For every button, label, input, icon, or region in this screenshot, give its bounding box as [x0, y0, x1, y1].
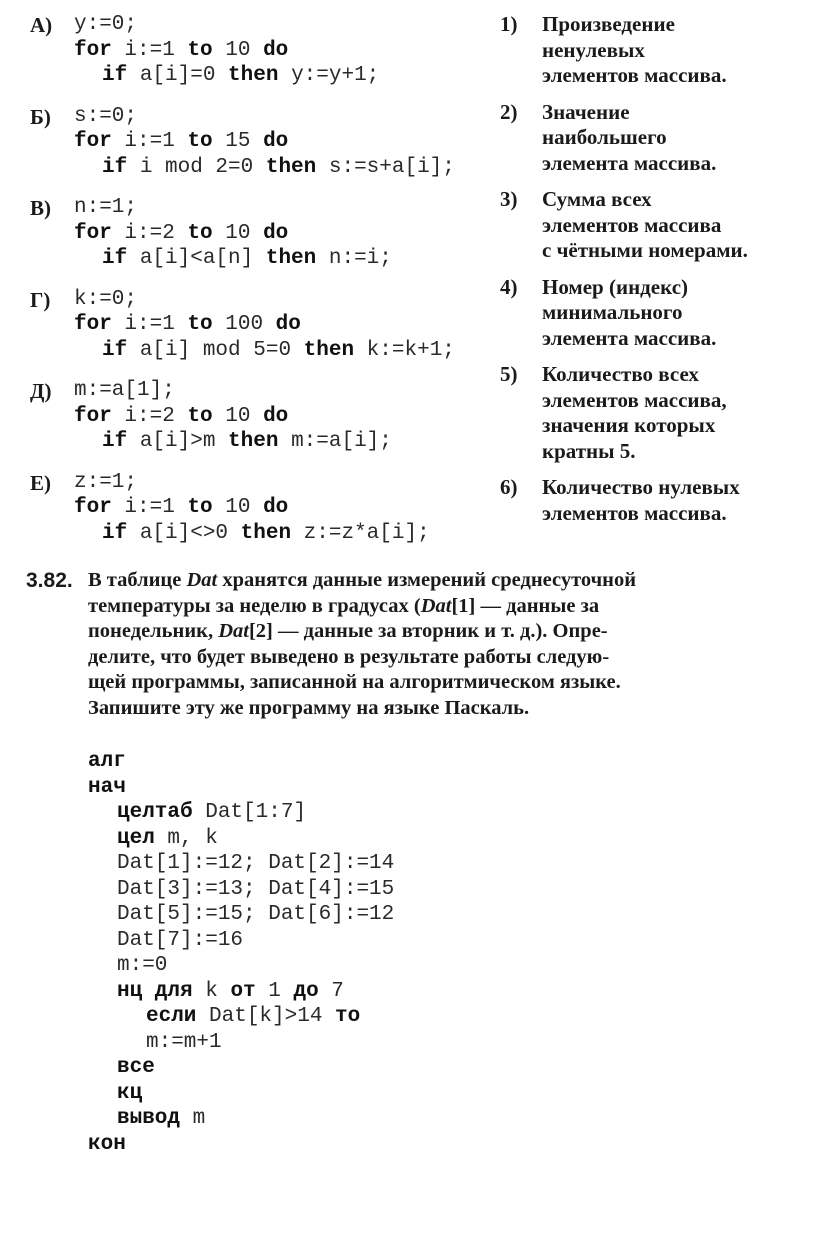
- code-text: m: [180, 1107, 206, 1130]
- keyword: then: [265, 155, 317, 179]
- code-text: m, k: [154, 826, 218, 850]
- table-name: Dat: [186, 569, 218, 591]
- answer-option: [500, 475, 800, 526]
- code-line: [88, 928, 394, 954]
- answer-option: [500, 362, 800, 464]
- code-line: [88, 1081, 394, 1107]
- keyword: если: [146, 1005, 197, 1028]
- keyword: кц: [117, 1081, 143, 1105]
- fragment-letter: Б): [30, 104, 51, 129]
- answer-number: 6): [500, 475, 518, 499]
- code-line: [88, 775, 394, 801]
- problem-text: температуры за неделю в градусах (: [88, 594, 421, 617]
- code-fragments-column: [30, 12, 500, 561]
- keyword: do: [263, 221, 289, 245]
- answer-text: минимального: [542, 300, 683, 324]
- problem-statement: [88, 568, 802, 721]
- keyword: for: [74, 38, 112, 62]
- code-line: [30, 104, 500, 130]
- keyword: do: [275, 313, 301, 336]
- code-line: [88, 1132, 394, 1158]
- answer-text: Количество всех: [542, 362, 699, 386]
- answer-text: элемента массива.: [542, 325, 717, 350]
- keyword: if: [102, 430, 128, 453]
- code-text: k:=0;: [74, 287, 138, 311]
- code-fragment: [30, 104, 500, 181]
- answer-number: 5): [500, 362, 518, 386]
- code-text: k:=k+1;: [354, 338, 455, 362]
- code-text: 10: [212, 38, 264, 62]
- code-line: [30, 63, 500, 89]
- answer-option: [500, 100, 800, 177]
- code-line: [88, 1055, 394, 1081]
- problem-line: [88, 645, 802, 671]
- code-line: [30, 521, 500, 547]
- keyword: if: [102, 247, 128, 270]
- answer-number: 4): [500, 274, 518, 299]
- fragment-letter: Г): [30, 287, 51, 312]
- fragment-letter: А): [30, 13, 53, 37]
- code-fragment: [30, 195, 500, 272]
- code-line: [30, 312, 500, 338]
- code-line: [88, 1106, 394, 1132]
- code-line: [30, 129, 500, 155]
- code-text: 1: [255, 979, 294, 1003]
- code-text: 7: [318, 979, 344, 1003]
- keyword: then: [265, 247, 317, 270]
- code-fragment: [30, 287, 500, 364]
- keyword: if: [102, 64, 128, 87]
- problem-text: [1] — данные за: [451, 594, 600, 617]
- code-text: m:=a[i];: [278, 430, 392, 453]
- code-text: a[i] mod 5=0: [127, 338, 304, 362]
- keyword: then: [228, 430, 279, 453]
- code-line: [88, 979, 394, 1005]
- algorithm-listing: [88, 749, 394, 1157]
- answer-number: 2): [500, 99, 518, 124]
- answer-text: элементов массива,: [542, 387, 727, 412]
- table-name: Dat: [218, 620, 249, 642]
- table-name: Dat: [420, 594, 452, 617]
- keyword: нач: [88, 775, 126, 799]
- code-line: [30, 338, 500, 364]
- code-line: [30, 221, 500, 247]
- code-line: [30, 470, 500, 496]
- problem-text: Запишите эту же программу на языке Паскаль.: [88, 696, 530, 719]
- code-line: [30, 429, 500, 455]
- code-line: [30, 404, 500, 430]
- keyword: to: [187, 38, 213, 62]
- code-line: [88, 902, 394, 928]
- keyword: for: [74, 313, 112, 336]
- answer-text: Произведение: [542, 12, 675, 36]
- problem-text: хранятся данные измерений среднесуточной: [217, 569, 637, 591]
- keyword: if: [102, 521, 128, 545]
- code-text: z:=1;: [74, 470, 138, 494]
- problem-line: [88, 594, 802, 620]
- code-text: i:=1: [111, 496, 188, 519]
- keyword: do: [263, 130, 289, 153]
- keyword: до: [293, 979, 319, 1003]
- keyword: кон: [88, 1132, 126, 1156]
- keyword: then: [240, 521, 292, 545]
- code-text: a[i]<>0: [127, 521, 241, 545]
- keyword: to: [187, 496, 213, 519]
- code-text: m:=m+1: [146, 1030, 222, 1054]
- code-line: [30, 495, 500, 521]
- answer-option: [500, 12, 800, 89]
- code-text: k: [192, 979, 231, 1003]
- code-text: i:=2: [111, 404, 188, 428]
- answer-option: [500, 187, 800, 264]
- code-text: i:=1: [111, 130, 188, 153]
- answer-text: Количество нулевых: [542, 475, 740, 499]
- code-text: Dat[7]:=16: [117, 928, 244, 952]
- answer-text: элементов массива.: [542, 63, 727, 87]
- code-line: [30, 155, 500, 181]
- fragment-letter: В): [30, 196, 51, 220]
- keyword: for: [74, 496, 112, 519]
- keyword: do: [263, 404, 289, 428]
- problem-text: В таблице: [88, 569, 187, 591]
- answer-text: элементов массива: [542, 212, 722, 237]
- keyword: вывод: [117, 1107, 181, 1130]
- problem-line: [88, 568, 802, 594]
- problem-number: 3.82.: [26, 569, 73, 592]
- code-line: [30, 195, 500, 221]
- keyword: for: [74, 130, 112, 153]
- code-line: [88, 851, 394, 877]
- code-line: [30, 287, 500, 313]
- problem-line: [88, 619, 802, 645]
- code-text: i:=1: [111, 313, 188, 336]
- code-text: y:=y+1;: [278, 64, 380, 87]
- problem-3-82: [26, 568, 802, 721]
- problem-text: [2] — данные за вторник и т. д.). Опре-: [248, 620, 608, 642]
- answer-text: кратны 5.: [542, 438, 636, 463]
- keyword: to: [187, 404, 213, 428]
- code-text: z:=z*a[i];: [291, 521, 430, 545]
- fragment-letter: Е): [30, 470, 51, 495]
- problem-line: [88, 670, 802, 696]
- code-fragment: [30, 378, 500, 455]
- code-line: [30, 378, 500, 404]
- code-text: 100: [212, 313, 276, 336]
- keyword: if: [102, 155, 128, 179]
- code-line: [30, 246, 500, 272]
- code-text: Dat[3]:=13; Dat[4]:=15: [117, 877, 395, 901]
- keyword: нц для: [117, 979, 193, 1003]
- keyword: then: [303, 338, 355, 362]
- answer-text: значения которых: [542, 413, 716, 437]
- keyword: цел: [117, 826, 155, 850]
- keyword: do: [263, 496, 289, 519]
- code-text: a[i]=0: [127, 64, 229, 87]
- code-text: Dat[1]:=12; Dat[2]:=14: [117, 852, 395, 875]
- problem-text: понедельник,: [88, 620, 219, 642]
- code-text: a[i]<a[n]: [127, 247, 266, 270]
- code-line: [30, 12, 500, 38]
- code-text: Dat[k]>14: [196, 1005, 336, 1028]
- keyword: to: [187, 221, 213, 245]
- code-text: 15: [212, 130, 264, 153]
- keyword: алг: [88, 750, 126, 773]
- code-fragment: [30, 12, 500, 89]
- answer-number: 3): [500, 187, 518, 211]
- code-text: a[i]>m: [127, 430, 229, 453]
- answer-number: 1): [500, 12, 518, 36]
- answer-text: ненулевых: [542, 37, 645, 62]
- answer-text: наибольшего: [542, 125, 667, 149]
- code-fragment: [30, 470, 500, 547]
- answer-text: Сумма всех: [542, 187, 652, 211]
- answer-text: элемента массива.: [542, 150, 717, 175]
- code-line: [88, 749, 394, 775]
- code-line: [88, 1004, 394, 1030]
- answers-column: [500, 12, 800, 537]
- code-line: [88, 826, 394, 852]
- keyword: to: [187, 313, 213, 336]
- answer-text: элементов массива.: [542, 500, 727, 525]
- problem-text: щей программы, записанной на алгоритмическом языке.: [88, 671, 621, 693]
- code-text: s:=0;: [74, 104, 138, 128]
- answer-text: Значение: [542, 99, 630, 124]
- keyword: to: [187, 130, 213, 153]
- code-line: [88, 953, 394, 979]
- code-text: y:=0;: [74, 13, 138, 36]
- code-text: i:=2: [111, 221, 188, 245]
- keyword: then: [228, 64, 279, 87]
- code-text: i:=1: [111, 38, 188, 62]
- code-text: i mod 2=0: [127, 155, 266, 179]
- problem-line: [88, 696, 802, 722]
- keyword: целтаб: [117, 801, 193, 824]
- code-text: 10: [212, 496, 264, 519]
- code-text: 10: [212, 221, 264, 245]
- keyword: от: [230, 979, 256, 1003]
- code-text: n:=1;: [74, 196, 138, 219]
- keyword: for: [74, 404, 112, 428]
- code-line: [88, 877, 394, 903]
- answer-text: с чётными номерами.: [542, 238, 748, 262]
- code-text: n:=i;: [316, 247, 392, 270]
- keyword: for: [74, 221, 112, 245]
- code-text: Dat[1:7]: [192, 801, 307, 824]
- code-text: Dat[5]:=15; Dat[6]:=12: [117, 903, 395, 926]
- code-text: m:=0: [117, 954, 168, 977]
- code-line: [88, 800, 394, 826]
- code-line: [30, 38, 500, 64]
- code-text: m:=a[1];: [74, 379, 175, 402]
- keyword: все: [117, 1056, 155, 1079]
- fragment-letter: Д): [30, 379, 52, 403]
- code-line: [88, 1030, 394, 1056]
- keyword: if: [102, 338, 128, 362]
- problem-text: делите, что будет выведено в результате работы следую-: [88, 645, 610, 668]
- keyword: do: [263, 38, 289, 62]
- answer-text: Номер (индекс): [542, 274, 689, 299]
- code-text: s:=s+a[i];: [316, 155, 455, 179]
- code-text: 10: [212, 404, 264, 428]
- keyword: то: [335, 1005, 361, 1028]
- answer-option: [500, 275, 800, 352]
